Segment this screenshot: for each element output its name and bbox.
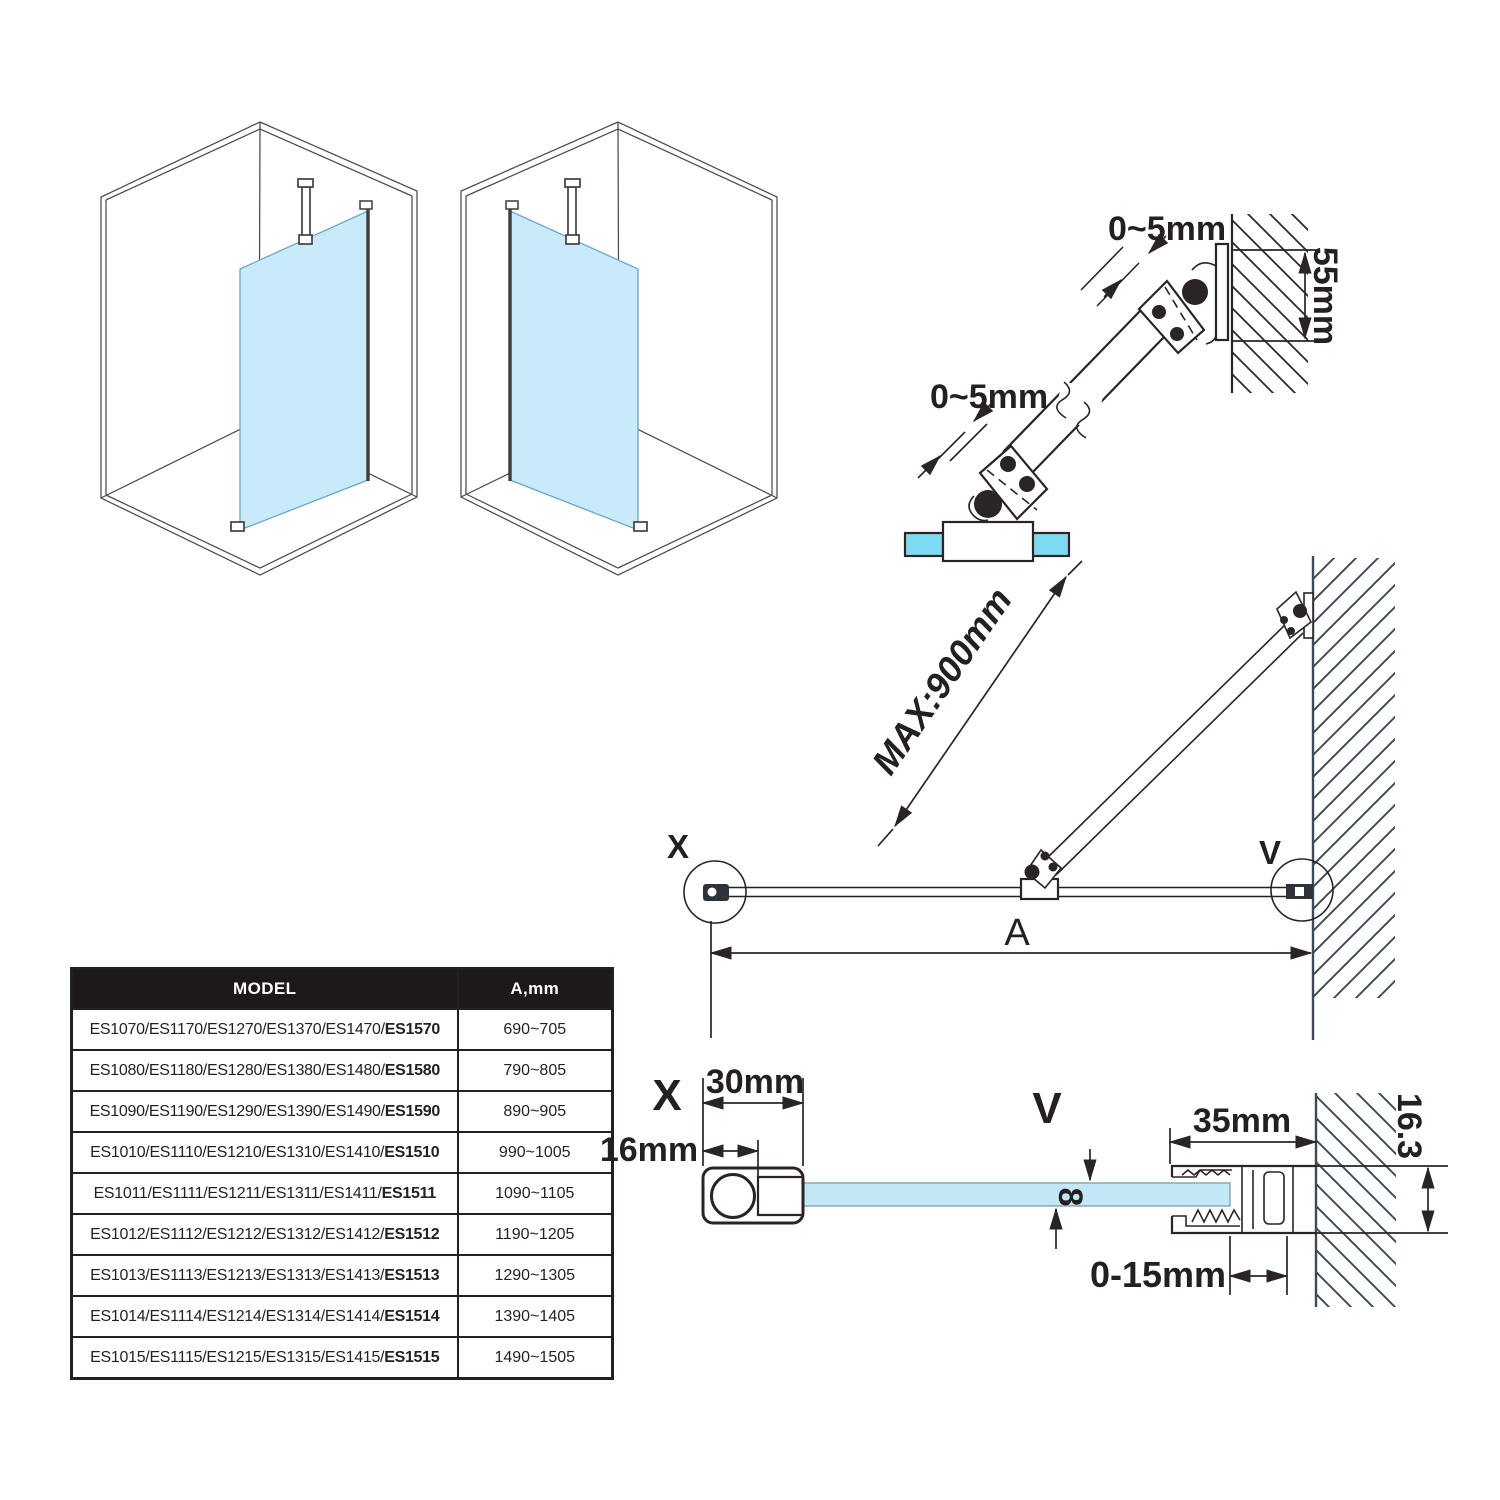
gap-bottom-label: 0~5mm [930,378,1049,416]
iso-view-left [101,122,417,575]
wall-hatching-plan [1313,556,1395,1040]
table-row: ES1014/ES1114/ES1214/ES1314/ES1414/ES1514 1390~1405 [72,1296,613,1337]
iso-view-right [461,122,777,575]
detail-marker-x [667,828,746,923]
section-x-marker: X [652,1071,682,1120]
section-x [600,1063,804,1223]
svg-text:0-15mm: 0-15mm [1089,1254,1227,1295]
svg-text:35mm: 35mm [1192,1102,1292,1140]
table-row: ES1090/ES1190/ES1290/ES1390/ES1490/ES1590 890~905 [72,1091,613,1132]
glass-panel-plan [728,888,1297,897]
table-row: ES1012/ES1112/ES1212/ES1312/ES1412/ES1512 1190~1205 [72,1214,613,1255]
dimension-35mm [1170,1102,1316,1164]
dimension-max-900 [864,561,1082,846]
section-v-marker: V [1032,1084,1062,1133]
width-dim-label: A [1004,912,1030,954]
glass-end-cap [703,884,729,901]
plan-view [640,545,1460,1045]
dimension-55mm-label: 55mm [1306,246,1344,346]
cross-sections [590,1040,1500,1370]
table-row: ES1070/ES1170/ES1270/ES1370/ES1470/ES1570 690~705 [72,1009,613,1050]
svg-text:16mm: 16mm [599,1131,699,1169]
wall-hatching-detail [1232,214,1308,393]
dimension-0-15mm [1090,1236,1287,1295]
table-row: ES1013/ES1113/ES1213/ES1313/ES1413/ES1513 1290~1305 [72,1255,613,1296]
svg-text:8: 8 [1051,1187,1089,1207]
glass-section [758,1183,1230,1206]
table-row: ES1015/ES1115/ES1215/ES1315/ES1415/ES1515 1490~1505 [72,1337,613,1379]
table-header-row [72,969,613,1010]
glass-clamp-detail [905,446,1069,561]
svg-text:V: V [1258,834,1282,871]
svg-text:16.3: 16.3 [1390,1092,1428,1160]
model-size-table [70,967,614,1380]
table-row: ES1080/ES1180/ES1280/ES1380/ES1480/ES1580 790~805 [72,1050,613,1091]
table-row: ES1011/ES1111/ES1211/ES1311/ES1411/ES1511 1090~1105 [72,1173,613,1214]
svg-text:30mm: 30mm [705,1063,805,1101]
table-row: ES1010/ES1110/ES1210/ES1310/ES1410/ES1510 990~1005 [72,1132,613,1173]
wall-profile-plan [1286,884,1313,899]
max-length-label: MAX:900mm [863,580,1020,782]
svg-text:X: X [666,828,690,865]
dimension-8 [1051,1149,1090,1249]
gap-top-label: 0~5mm [1108,210,1227,248]
wall-hatching-section [1316,1093,1396,1307]
column-header-a-mm: A,mm [458,969,613,1010]
wall-mount-plate [1216,244,1228,340]
column-header-model: MODEL [72,969,458,1010]
support-bar-detail [860,170,1380,610]
dimension-a [711,912,1311,1038]
pivot-screw [1182,279,1208,305]
